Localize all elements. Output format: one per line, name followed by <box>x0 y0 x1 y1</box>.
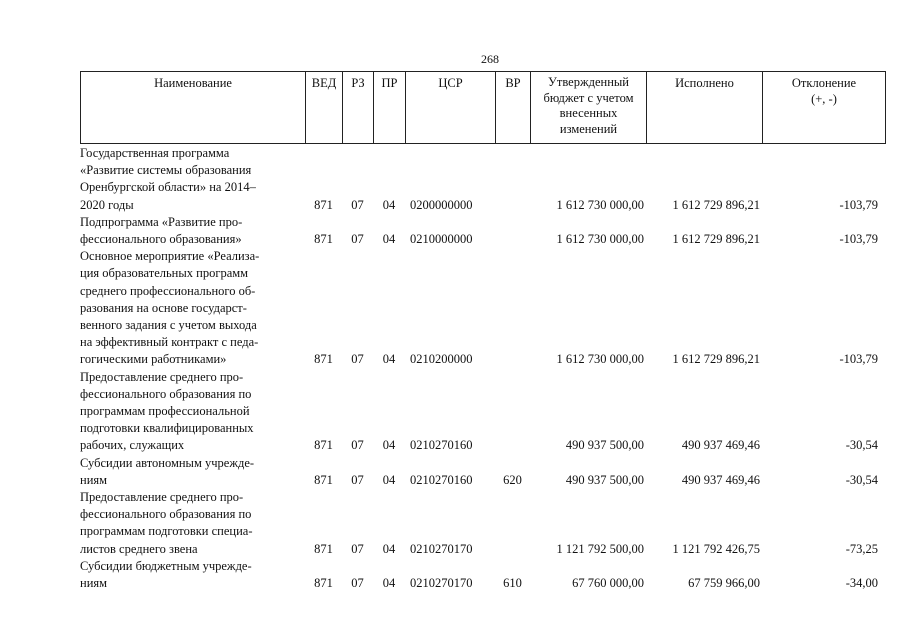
row-rz: 07 <box>351 232 364 247</box>
header-csr: ЦСР <box>406 72 496 143</box>
row-budget: 1 121 792 500,00 <box>556 541 644 556</box>
row-rz: 07 <box>351 541 364 556</box>
row-ved: 871 <box>314 232 333 247</box>
table-row <box>80 369 886 455</box>
row-executed: 1 612 729 896,21 <box>672 197 760 212</box>
row-deviation: -103,79 <box>839 197 878 212</box>
row-budget: 490 937 500,00 <box>565 438 644 453</box>
table-body <box>80 145 886 592</box>
row-rz: 07 <box>351 576 364 591</box>
row-budget: 67 760 000,00 <box>572 576 644 591</box>
row-name: Предоставление среднего про- фессионального образования по программам подготовки специа- листов среднего звена <box>80 490 253 556</box>
row-ved: 871 <box>314 438 333 453</box>
row-executed: 1 612 729 896,21 <box>672 232 760 247</box>
table-row <box>80 489 886 558</box>
table-header <box>80 71 886 144</box>
table-row <box>80 248 886 368</box>
row-pr: 04 <box>382 541 396 556</box>
page-number: 268 <box>481 52 499 66</box>
row-budget: 1 612 730 000,00 <box>556 352 644 367</box>
row-name: Субсидии автономным учрежде- ниям <box>80 455 255 487</box>
row-csr: 0210270160 <box>410 438 473 453</box>
row-deviation: -103,79 <box>839 232 878 247</box>
header-pr: ПР <box>374 72 406 143</box>
row-ved: 871 <box>314 352 333 367</box>
header-rz: РЗ <box>343 72 374 143</box>
row-pr: 04 <box>382 232 396 247</box>
row-ved: 871 <box>314 541 333 556</box>
row-name: Субсидии бюджетным учрежде- ниям <box>80 558 252 591</box>
row-budget: 490 937 500,00 <box>565 472 644 487</box>
row-csr: 0210270160 <box>410 472 473 487</box>
table-row <box>80 214 886 248</box>
row-csr: 0210270170 <box>410 576 473 591</box>
row-ved: 871 <box>314 576 333 591</box>
row-ved: 871 <box>314 197 333 212</box>
row-executed: 1 121 792 426,75 <box>672 541 760 556</box>
row-ved: 871 <box>314 472 333 487</box>
row-deviation: -103,79 <box>839 352 878 367</box>
row-vr: 620 <box>503 472 522 487</box>
row-executed: 490 937 469,46 <box>681 438 760 453</box>
row-budget: 1 612 730 000,00 <box>556 197 644 212</box>
row-deviation: -34,00 <box>845 576 878 591</box>
row-executed: 67 759 966,00 <box>688 576 760 591</box>
row-rz: 07 <box>351 472 364 487</box>
row-pr: 04 <box>382 472 396 487</box>
row-pr: 04 <box>382 197 396 212</box>
row-rz: 07 <box>351 438 364 453</box>
row-deviation: -73,25 <box>845 541 878 556</box>
row-vr: 610 <box>503 576 522 591</box>
row-csr: 0210000000 <box>410 232 473 247</box>
row-csr: 0210200000 <box>410 352 473 367</box>
row-name: Основное мероприятие «Реализа- ция образовательных программ среднего профессионального об- разования на основе государст- венного задания с учетом выхода на эффективный контракт с педа- гогическими работниками» <box>80 249 260 367</box>
row-name: Государственная программа «Развитие системы образования Оренбургской области» на 2014– 2020 годы <box>80 146 256 212</box>
row-name: Предоставление среднего про- фессионального образования по программам профессиональной подготовки квалифицированных рабочих, служащих <box>80 369 254 453</box>
table-row <box>80 455 886 489</box>
header-name: Наименование <box>81 72 306 143</box>
row-name: Подпрограмма «Развитие про- фессионального образования» <box>80 214 243 247</box>
row-pr: 04 <box>382 352 396 367</box>
row-deviation: -30,54 <box>845 472 878 487</box>
row-executed: 1 612 729 896,21 <box>672 352 760 367</box>
row-deviation: -30,54 <box>845 438 878 453</box>
row-pr: 04 <box>382 576 396 591</box>
row-budget: 1 612 730 000,00 <box>556 232 644 247</box>
header-vr: ВР <box>496 72 531 143</box>
row-rz: 07 <box>351 352 364 367</box>
table-row <box>80 558 886 592</box>
row-executed: 490 937 469,46 <box>681 472 760 487</box>
table-row <box>80 145 886 214</box>
row-csr: 0200000000 <box>410 197 473 212</box>
row-rz: 07 <box>351 197 364 212</box>
row-pr: 04 <box>382 438 396 453</box>
header-deviation: Отклонение (+, -) <box>791 76 857 106</box>
header-budget: Утвержденный бюджет с учетом внесенных изменений <box>531 72 647 143</box>
row-csr: 0210270170 <box>410 541 473 556</box>
header-ved: ВЕД <box>306 72 343 143</box>
header-executed: Исполнено <box>647 72 763 143</box>
